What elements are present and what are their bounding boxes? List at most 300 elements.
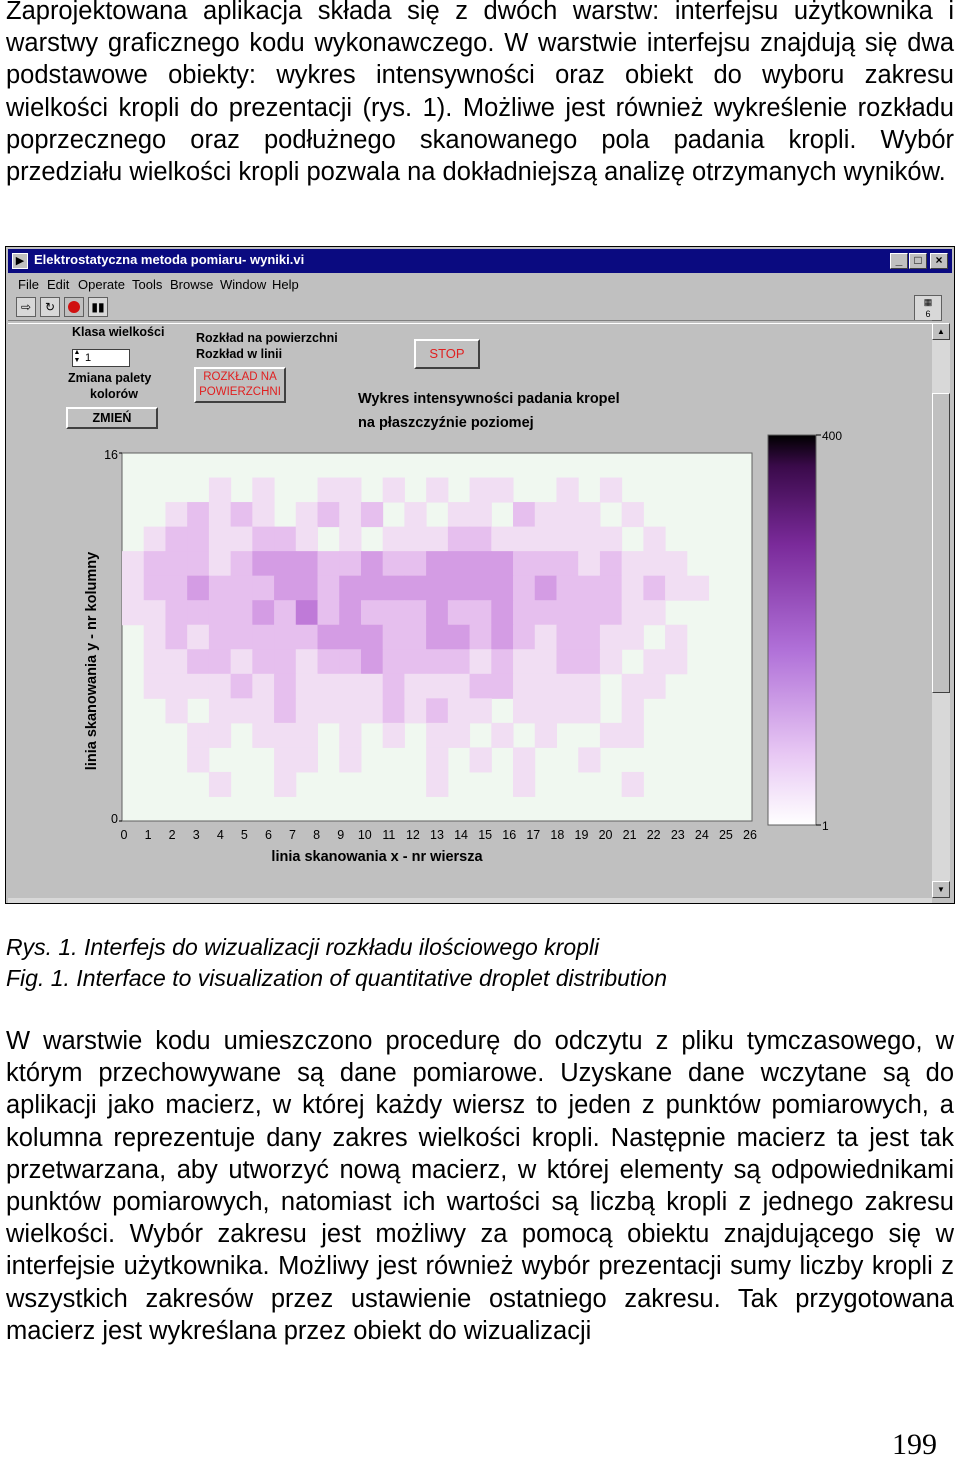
menu-help[interactable]: Help <box>272 277 299 292</box>
heatmap-cell <box>622 502 644 527</box>
heatmap-cell <box>165 576 187 601</box>
heatmap-cell <box>426 698 448 723</box>
heatmap-cell <box>470 478 492 503</box>
heatmap-cell <box>643 527 665 552</box>
colorbar-min-label: 1 <box>822 819 829 833</box>
heatmap-cell <box>470 527 492 552</box>
pause-icon[interactable]: ▮▮ <box>88 297 108 317</box>
heatmap-cell <box>361 502 383 527</box>
x-tick-label: 12 <box>405 828 420 842</box>
heatmap-cell <box>404 527 426 552</box>
heatmap-cell <box>339 576 361 601</box>
heatmap-cell <box>274 723 296 748</box>
heatmap-cell <box>296 649 318 674</box>
vertical-scrollbar[interactable] <box>932 323 950 898</box>
heatmap-cell <box>513 527 535 552</box>
heatmap-cell <box>339 674 361 699</box>
heatmap-cell <box>383 625 405 650</box>
heatmap-cell <box>426 772 448 797</box>
heatmap-cell <box>535 502 557 527</box>
x-tick-label: 16 <box>502 828 517 842</box>
heatmap-cell <box>448 551 470 576</box>
heatmap-cell <box>578 625 600 650</box>
x-tick-label: 4 <box>216 828 224 842</box>
menu-edit[interactable]: Edit <box>47 277 70 292</box>
heatmap-cell <box>144 600 166 625</box>
heatmap-cell <box>578 674 600 699</box>
heatmap-cell <box>165 551 187 576</box>
heatmap-cell <box>187 649 209 674</box>
heatmap-cell <box>404 600 426 625</box>
heatmap-cell <box>556 576 578 601</box>
x-tick-label: 26 <box>743 828 757 842</box>
rozklad-button-line-2: POWIERZCHNI <box>199 386 281 398</box>
rozklad-label-2: Rozkład w linii <box>196 347 283 361</box>
heatmap-cell <box>643 600 665 625</box>
vi-icon: ▶ <box>12 253 28 269</box>
heatmap-cell <box>426 625 448 650</box>
heatmap-cell <box>643 551 665 576</box>
heatmap-cell <box>187 625 209 650</box>
heatmap-cell <box>448 698 470 723</box>
heatmap-cell <box>622 674 644 699</box>
heatmap-cell <box>470 502 492 527</box>
x-tick-label: 7 <box>289 828 297 842</box>
heatmap-cell <box>448 625 470 650</box>
x-tick-label: 6 <box>264 828 272 842</box>
heatmap-cell <box>187 723 209 748</box>
chart-title-line-1: Wykres intensywności padania kropel <box>358 391 620 407</box>
heatmap-cell <box>491 478 513 503</box>
heatmap-cell <box>600 625 622 650</box>
intro-paragraph: Zaprojektowana aplikacja składa się z dwóch warstw: interfejsu użytkownika i warstwy graficznego kodu wykonawczego. W warstwie interfejsu znajdują się dwa podstawowe obiekty: wykres intensywności oraz obiekt do wyboru zakresu wielkości kropli do prezentacji (rys. 1). Możliwe jest również wykreślenie rozkładu poprzecznego oraz podłużnego skanowanego pola padania kropli. Wybór przedziału wielkości kropli pozwala na dokładniejszą analizę otrzymanych wyników. <box>6 0 954 187</box>
heatmap-cell <box>231 527 253 552</box>
heatmap-cell <box>361 625 383 650</box>
scroll-up-icon[interactable]: ▲ <box>932 323 950 340</box>
heatmap-cell <box>252 698 274 723</box>
heatmap-cell <box>643 649 665 674</box>
heatmap-cell <box>252 600 274 625</box>
heatmap-cell <box>252 625 274 650</box>
heatmap-cell <box>556 502 578 527</box>
x-tick-label: 18 <box>550 828 565 842</box>
heatmap-cell <box>165 600 187 625</box>
x-tick-label: 1 <box>144 828 152 842</box>
heatmap-cell <box>209 698 231 723</box>
heatmap-cell <box>361 698 383 723</box>
heatmap-cell <box>578 527 600 552</box>
heatmap-cell <box>209 551 231 576</box>
heatmap-cell <box>600 478 622 503</box>
abort-icon[interactable] <box>64 297 84 317</box>
heatmap-cell <box>187 674 209 699</box>
heatmap-cell <box>448 527 470 552</box>
x-tick-label: 9 <box>337 828 345 842</box>
x-tick-label: 5 <box>240 828 248 842</box>
heatmap-cell <box>578 698 600 723</box>
scroll-thumb[interactable] <box>932 393 950 693</box>
heatmap-cell <box>318 600 340 625</box>
heatmap-cell <box>339 698 361 723</box>
heatmap-cell <box>426 723 448 748</box>
heatmap-cell <box>361 576 383 601</box>
heatmap-cell <box>491 600 513 625</box>
heatmap-cell <box>622 625 644 650</box>
heatmap-cell <box>513 649 535 674</box>
heatmap-cell <box>643 576 665 601</box>
title-bar[interactable] <box>8 249 952 273</box>
heatmap-cell <box>274 747 296 772</box>
heatmap-cell <box>252 576 274 601</box>
menu-operate[interactable]: Operate <box>78 277 125 292</box>
heatmap-cell <box>622 576 644 601</box>
x-tick-label: 0 <box>120 828 128 842</box>
heatmap-cell <box>426 551 448 576</box>
heatmap-cell <box>231 502 253 527</box>
colorbar-max-label: 400 <box>822 429 843 443</box>
minimize-button[interactable]: _ <box>890 253 908 269</box>
y-axis-label: linia skanowania y - nr kolumny <box>84 551 100 771</box>
heatmap-cell <box>556 698 578 723</box>
heatmap-cell <box>252 649 274 674</box>
heatmap-cell <box>209 502 231 527</box>
heatmap-cell <box>144 551 166 576</box>
heatmap-cell <box>448 576 470 601</box>
heatmap-cell <box>665 551 687 576</box>
heatmap-cell <box>209 723 231 748</box>
heatmap-cell <box>122 600 144 625</box>
heatmap-cell <box>209 576 231 601</box>
heatmap-cell <box>404 502 426 527</box>
menu-bar <box>8 275 952 295</box>
x-tick-label: 20 <box>598 828 613 842</box>
heatmap-cell <box>535 600 557 625</box>
heatmap-cell <box>470 551 492 576</box>
heatmap-cell <box>231 649 253 674</box>
heatmap-cell <box>600 600 622 625</box>
heatmap-cell <box>274 772 296 797</box>
heatmap-cell <box>448 723 470 748</box>
heatmap-cell <box>231 625 253 650</box>
heatmap-cell <box>687 576 709 601</box>
labview-window <box>5 246 955 904</box>
heatmap-cell <box>252 502 274 527</box>
heatmap-cell <box>491 551 513 576</box>
heatmap-cell <box>426 649 448 674</box>
heatmap-cell <box>622 600 644 625</box>
heatmap-cell <box>513 674 535 699</box>
x-tick-label: 13 <box>430 828 444 842</box>
heatmap-cell <box>513 551 535 576</box>
heatmap-cell <box>274 698 296 723</box>
heatmap-cell <box>318 478 340 503</box>
heatmap-cell <box>665 649 687 674</box>
heatmap-cell <box>448 674 470 699</box>
heatmap-cell <box>296 600 318 625</box>
x-axis-label: linia skanowania x - nr wiersza <box>271 849 483 865</box>
heatmap-cell <box>274 551 296 576</box>
heatmap-cell <box>665 625 687 650</box>
heatmap-cell <box>165 625 187 650</box>
x-tick-label: 11 <box>382 828 396 842</box>
zmien-button[interactable]: ZMIEŃ <box>66 407 158 429</box>
chart-title-line-2: na płaszczyźnie poziomej <box>358 415 534 431</box>
heatmap-cell <box>578 502 600 527</box>
heatmap-cell <box>209 600 231 625</box>
close-button[interactable]: × <box>930 253 948 269</box>
heatmap-cell <box>122 551 144 576</box>
heatmap-cell <box>578 600 600 625</box>
x-tick-label: 22 <box>646 828 661 842</box>
rozklad-label-1: Rozkład na powierzchni <box>196 331 338 345</box>
heatmap-cell <box>535 527 557 552</box>
heatmap-cell <box>491 576 513 601</box>
heatmap-cell <box>535 723 557 748</box>
heatmap-cell <box>339 723 361 748</box>
heatmap-cell <box>556 600 578 625</box>
page-number: 199 <box>892 1428 937 1461</box>
heatmap-cell <box>274 674 296 699</box>
heatmap-cell <box>187 551 209 576</box>
menu-browse[interactable]: Browse <box>170 277 214 292</box>
heatmap-cell <box>535 576 557 601</box>
menu-window[interactable]: Window <box>220 277 267 292</box>
heatmap-cell <box>448 649 470 674</box>
x-tick-label: 15 <box>478 828 493 842</box>
x-tick-label: 17 <box>526 828 541 842</box>
heatmap-cell <box>426 478 448 503</box>
heatmap-cell <box>448 502 470 527</box>
heatmap-cell <box>144 625 166 650</box>
heatmap-cell <box>556 649 578 674</box>
zmiana-label-1: Zmiana palety <box>68 371 152 385</box>
heatmap-cell <box>318 551 340 576</box>
caption-polish: Rys. 1. Interfejs do wizualizacji rozkładu ilościowego kropli <box>6 934 600 960</box>
heatmap-cell <box>274 600 296 625</box>
heatmap-cell <box>426 747 448 772</box>
heatmap-cell <box>231 551 253 576</box>
x-tick-label: 21 <box>622 828 637 842</box>
y-tick-label: 0 <box>111 812 118 826</box>
heatmap-cell <box>600 576 622 601</box>
heatmap-cell <box>491 674 513 699</box>
heatmap-cell <box>556 551 578 576</box>
heatmap-cell <box>187 747 209 772</box>
heatmap-cell <box>383 600 405 625</box>
heatmap-cell <box>296 502 318 527</box>
heatmap-cell <box>578 747 600 772</box>
heatmap-cell <box>600 723 622 748</box>
scroll-down-icon[interactable]: ▼ <box>932 881 950 898</box>
heatmap-cell <box>600 527 622 552</box>
heatmap-cell <box>252 551 274 576</box>
heatmap-cell <box>622 723 644 748</box>
heatmap-cell <box>470 674 492 699</box>
heatmap-cell <box>252 478 274 503</box>
heatmap-cell <box>339 527 361 552</box>
heatmap-cell <box>231 698 253 723</box>
heatmap-cell <box>513 576 535 601</box>
heatmap-cell <box>426 674 448 699</box>
klasa-label: Klasa wielkości <box>72 325 165 339</box>
heatmap-cell <box>426 600 448 625</box>
heatmap-cell <box>252 674 274 699</box>
front-panel <box>8 323 930 898</box>
heatmap-cell <box>535 649 557 674</box>
heatmap-cell <box>274 576 296 601</box>
heatmap-cell <box>665 576 687 601</box>
heatmap-cell <box>491 649 513 674</box>
heatmap-cell <box>296 527 318 552</box>
heatmap-cell <box>383 674 405 699</box>
heatmap-cell <box>404 576 426 601</box>
heatmap-cell <box>383 551 405 576</box>
heatmap-cell <box>513 747 535 772</box>
heatmap-cell <box>513 502 535 527</box>
heatmap-cell <box>470 600 492 625</box>
heatmap-cell <box>470 747 492 772</box>
heatmap-cell <box>296 747 318 772</box>
heatmap-cell <box>296 551 318 576</box>
heatmap-cell <box>318 649 340 674</box>
heatmap-cell <box>556 625 578 650</box>
heatmap-cell <box>318 698 340 723</box>
heatmap-cell <box>274 527 296 552</box>
x-tick-label: 25 <box>718 828 733 842</box>
heatmap-cell <box>535 674 557 699</box>
heatmap-cell <box>339 551 361 576</box>
heatmap-cell <box>296 674 318 699</box>
heatmap-cell <box>318 502 340 527</box>
panel-connector-icon: ▦ 6 <box>914 295 942 321</box>
menu-file[interactable]: File <box>18 277 39 292</box>
heatmap-cell <box>296 723 318 748</box>
heatmap-cell <box>448 600 470 625</box>
heatmap-cell <box>144 527 166 552</box>
heatmap-cell <box>122 576 144 601</box>
numeric-increment-icon[interactable]: ▲ ▼ <box>73 349 81 364</box>
heatmap-cell <box>144 649 166 674</box>
heatmap-cell <box>578 551 600 576</box>
heatmap-cell <box>165 527 187 552</box>
heatmap-cell <box>383 698 405 723</box>
heatmap-cell <box>144 576 166 601</box>
heatmap-cell <box>187 576 209 601</box>
heatmap-cell <box>187 600 209 625</box>
heatmap-cell <box>578 576 600 601</box>
menu-tools[interactable]: Tools <box>132 277 163 292</box>
x-tick-label: 10 <box>357 828 372 842</box>
heatmap-cell <box>556 478 578 503</box>
x-tick-label: 24 <box>694 828 709 842</box>
heatmap-cell <box>622 698 644 723</box>
heatmap-cell <box>231 576 253 601</box>
x-tick-label: 14 <box>454 828 469 842</box>
heatmap-cell <box>383 723 405 748</box>
heatmap-cell <box>339 649 361 674</box>
heatmap-cell <box>404 649 426 674</box>
heatmap-cell <box>404 625 426 650</box>
klasa-numeric-input[interactable]: 1 <box>72 349 130 367</box>
heatmap-cell <box>404 698 426 723</box>
heatmap-cell <box>513 772 535 797</box>
toolbar <box>8 295 952 321</box>
heatmap-cell <box>165 502 187 527</box>
heatmap-cell <box>274 625 296 650</box>
heatmap-cell <box>209 772 231 797</box>
rozklad-button-line-1: ROZKŁAD NA <box>203 371 277 383</box>
heatmap-cell <box>556 674 578 699</box>
heatmap-cell <box>535 698 557 723</box>
heatmap-cell <box>426 527 448 552</box>
heatmap-cell <box>491 625 513 650</box>
run-arrow-icon[interactable]: ⇨ <box>16 297 36 317</box>
x-tick-label: 3 <box>192 828 200 842</box>
heatmap-cell <box>404 551 426 576</box>
heatmap-cell <box>643 674 665 699</box>
heatmap-cell <box>600 551 622 576</box>
x-tick-label: 2 <box>168 828 176 842</box>
colorbar <box>768 435 816 825</box>
heatmap-cell <box>383 478 405 503</box>
heatmap-cell <box>470 625 492 650</box>
heatmap-cell <box>491 723 513 748</box>
heatmap-cell <box>209 478 231 503</box>
heatmap-cell <box>209 649 231 674</box>
heatmap-cell <box>339 747 361 772</box>
x-tick-label: 23 <box>670 828 685 842</box>
heatmap-cell <box>600 649 622 674</box>
heatmap-cell <box>513 698 535 723</box>
heatmap-cell <box>165 674 187 699</box>
heatmap-cell <box>339 478 361 503</box>
heatmap-cell <box>622 551 644 576</box>
intensity-chart <box>8 323 930 898</box>
heatmap-cell <box>296 698 318 723</box>
heatmap-cell <box>318 625 340 650</box>
heatmap-cell <box>252 723 274 748</box>
run-continuous-icon[interactable]: ↻ <box>40 297 60 317</box>
heatmap-cell <box>231 674 253 699</box>
heatmap-cell <box>339 502 361 527</box>
heatmap-cell <box>187 527 209 552</box>
heatmap-cell <box>513 625 535 650</box>
body-paragraph: W warstwie kodu umieszczono procedurę do odczytu z pliku tymczasowego, w którym przechowywane są dane pomiarowe. Uzyskane dane wczytane są do aplikacji jako macierz, w której każdy wiersz to jeden z punktów pomiarowych, a kolumna reprezentuje dany zakres wielkości kropli. Następnie macierz ta jest tak przetwarzana, aby utworzyć nową macierz, w której elementy są odpowiednikami punktów pomiarowych, natomiast ich wartości są liczbą kropli z jednego zakresu wielkości. Wybór zakresu jest możliwy za pomocą obiektu znajdującego się w interfejsie użytkownika. Możliwy jest również wybór prezentacji sumy liczby kropli z wszystkich zakresów przez ustawienie ostatniego zakresu. Tak przygotowana macierz jest wykreślana przez obiekt do wizualizacji <box>6 1027 954 1345</box>
heatmap-cell <box>556 527 578 552</box>
heatmap-cell <box>318 674 340 699</box>
heatmap-cell <box>318 576 340 601</box>
zmiana-label-2: kolorów <box>90 387 138 401</box>
heatmap-cell <box>470 576 492 601</box>
heatmap-cell <box>383 649 405 674</box>
heatmap-cell <box>339 625 361 650</box>
heatmap-cell <box>165 649 187 674</box>
heatmap-cell <box>165 698 187 723</box>
heatmap-cell <box>209 674 231 699</box>
heatmap-cell <box>622 772 644 797</box>
window-title: Elektrostatyczna metoda pomiaru- wyniki.vi <box>34 252 305 267</box>
heatmap-cell <box>187 502 209 527</box>
heatmap-cell <box>274 649 296 674</box>
stop-button[interactable]: STOP <box>414 339 480 369</box>
heatmap-cell <box>361 649 383 674</box>
bottom-edge <box>8 898 932 903</box>
heatmap-cell <box>383 527 405 552</box>
heatmap-cell <box>470 649 492 674</box>
maximize-button[interactable]: □ <box>909 253 927 269</box>
x-tick-label: 8 <box>313 828 321 842</box>
heatmap-cell <box>144 674 166 699</box>
